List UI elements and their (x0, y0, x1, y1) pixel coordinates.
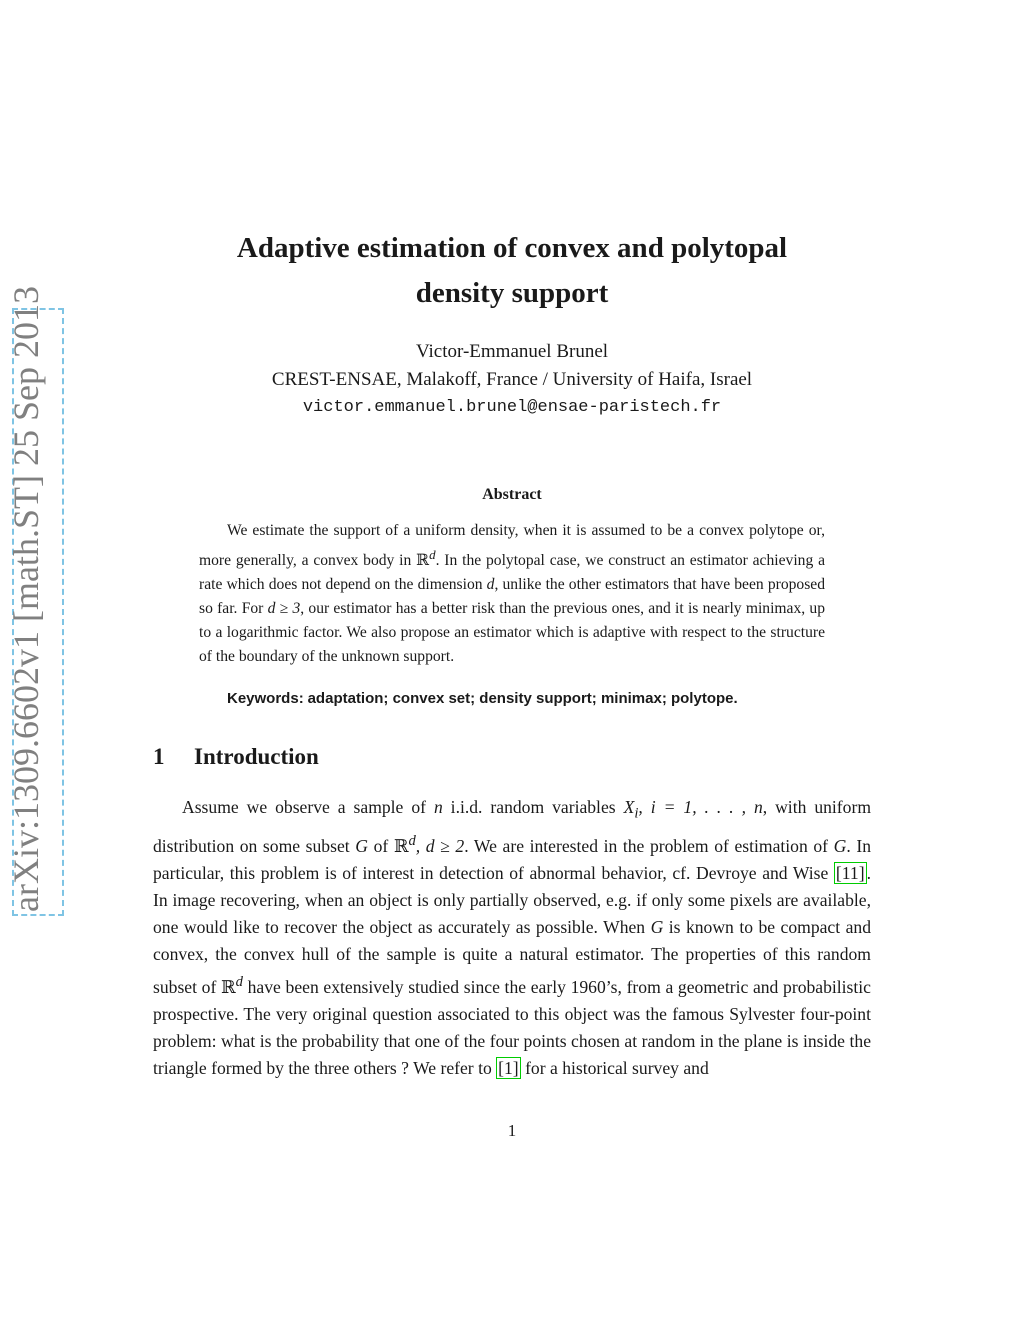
math-R: ℝ (393, 835, 409, 856)
math-R: ℝ (221, 976, 236, 997)
math-R: ℝ (416, 552, 430, 570)
math-G: G (833, 835, 847, 856)
arxiv-identifier: arXiv:1309.6602v1 [math.ST] 25 Sep 2013 (6, 286, 46, 912)
intro-part: for a historical survey and (520, 1058, 709, 1079)
math-i-sub: i (634, 805, 639, 822)
intro-part: i.i.d. random variables (442, 797, 624, 817)
author-affiliation: CREST-ENSAE, Malakoff, France / University of Haifa, Israel (271, 369, 753, 390)
math-d-ge-2: , d ≥ 2 (415, 835, 465, 856)
page-number: 1 (507, 1121, 517, 1140)
citation-1[interactable]: [1] (498, 1058, 519, 1079)
math-n: n (433, 797, 443, 817)
math-i-range: , i = 1, . . . , n (638, 797, 763, 817)
keywords-label: Keywords: (227, 690, 304, 707)
math-d: d (486, 576, 495, 594)
title-line-2: density support (415, 277, 609, 309)
keywords-line (199, 687, 825, 711)
abstract-text (199, 519, 825, 669)
section-title: Introduction (194, 744, 319, 769)
math-X: X (623, 797, 635, 817)
intro-part: of (367, 835, 394, 856)
intro-part: is known to be compact and convex, the convex hull of the sample is quite a natural estimator. The properties of this random subset of (153, 917, 871, 997)
math-d-exp: d (429, 547, 436, 562)
intro-paragraph (153, 794, 871, 1082)
author-block (150, 338, 874, 422)
section-number: 1 (153, 744, 165, 769)
math-G: G (355, 835, 368, 856)
intro-part: . We are interested in the problem of estimation of (464, 835, 834, 856)
author-name: Victor-Emmanuel Brunel (415, 341, 609, 362)
section-heading (153, 744, 319, 770)
math-d-exp: d (235, 973, 243, 990)
intro-part: . In particular, this problem is of interest in detection of abnormal behavior, cf. Devroye and Wise (153, 835, 871, 883)
math-G: G (650, 917, 664, 938)
author-email: victor.emmanuel.brunel@ensae-paristech.fr (302, 398, 722, 417)
intro-part: . In image recovering, when an object is only partially observed, e.g. if only some pixels are available, one would like to recover the object as accurately as possible. When (153, 862, 871, 938)
abstract-part: , unlike the other estimators that have been proposed so far. For (199, 576, 825, 618)
math-d-exp: d (408, 832, 416, 849)
abstract-part: . In the polytopal case, we construct an estimator achieving a rate which does not depend on the dimension (199, 552, 825, 594)
abstract-heading: Abstract (482, 486, 542, 503)
math-d-ge-3: d ≥ 3 (267, 600, 301, 618)
abstract-part: , our estimator has a better risk than the previous ones, and it is nearly minimax, up to a logarithmic factor. We also propose an estimator which is adaptive with respect to the structure of the boundary of the unknown support. (199, 600, 825, 666)
paper-title (150, 226, 874, 316)
keywords-list: adaptation; convex set; density support; minimax; polytope. (307, 690, 738, 707)
intro-part: Assume we observe a sample of (182, 797, 434, 817)
intro-part: , with uniform distribution on some subset (153, 797, 872, 856)
citation-11[interactable]: [11] (835, 862, 865, 883)
abstract-part: We estimate the support of a uniform density, when it is assumed to be a convex polytope or, more generally, a convex body in (199, 522, 825, 570)
title-line-1: Adaptive estimation of convex and polytopal (236, 232, 788, 264)
math-reals (416, 547, 436, 570)
intro-part: have been extensively studied since the early 1960’s, from a geometric and probabilistic prospective. The very original question associated to this object was the famous Sylvester four-point problem: what is the probability that one of the four points chosen at random in the plane is inside the triangle formed by the three others ? We refer to (153, 976, 871, 1079)
